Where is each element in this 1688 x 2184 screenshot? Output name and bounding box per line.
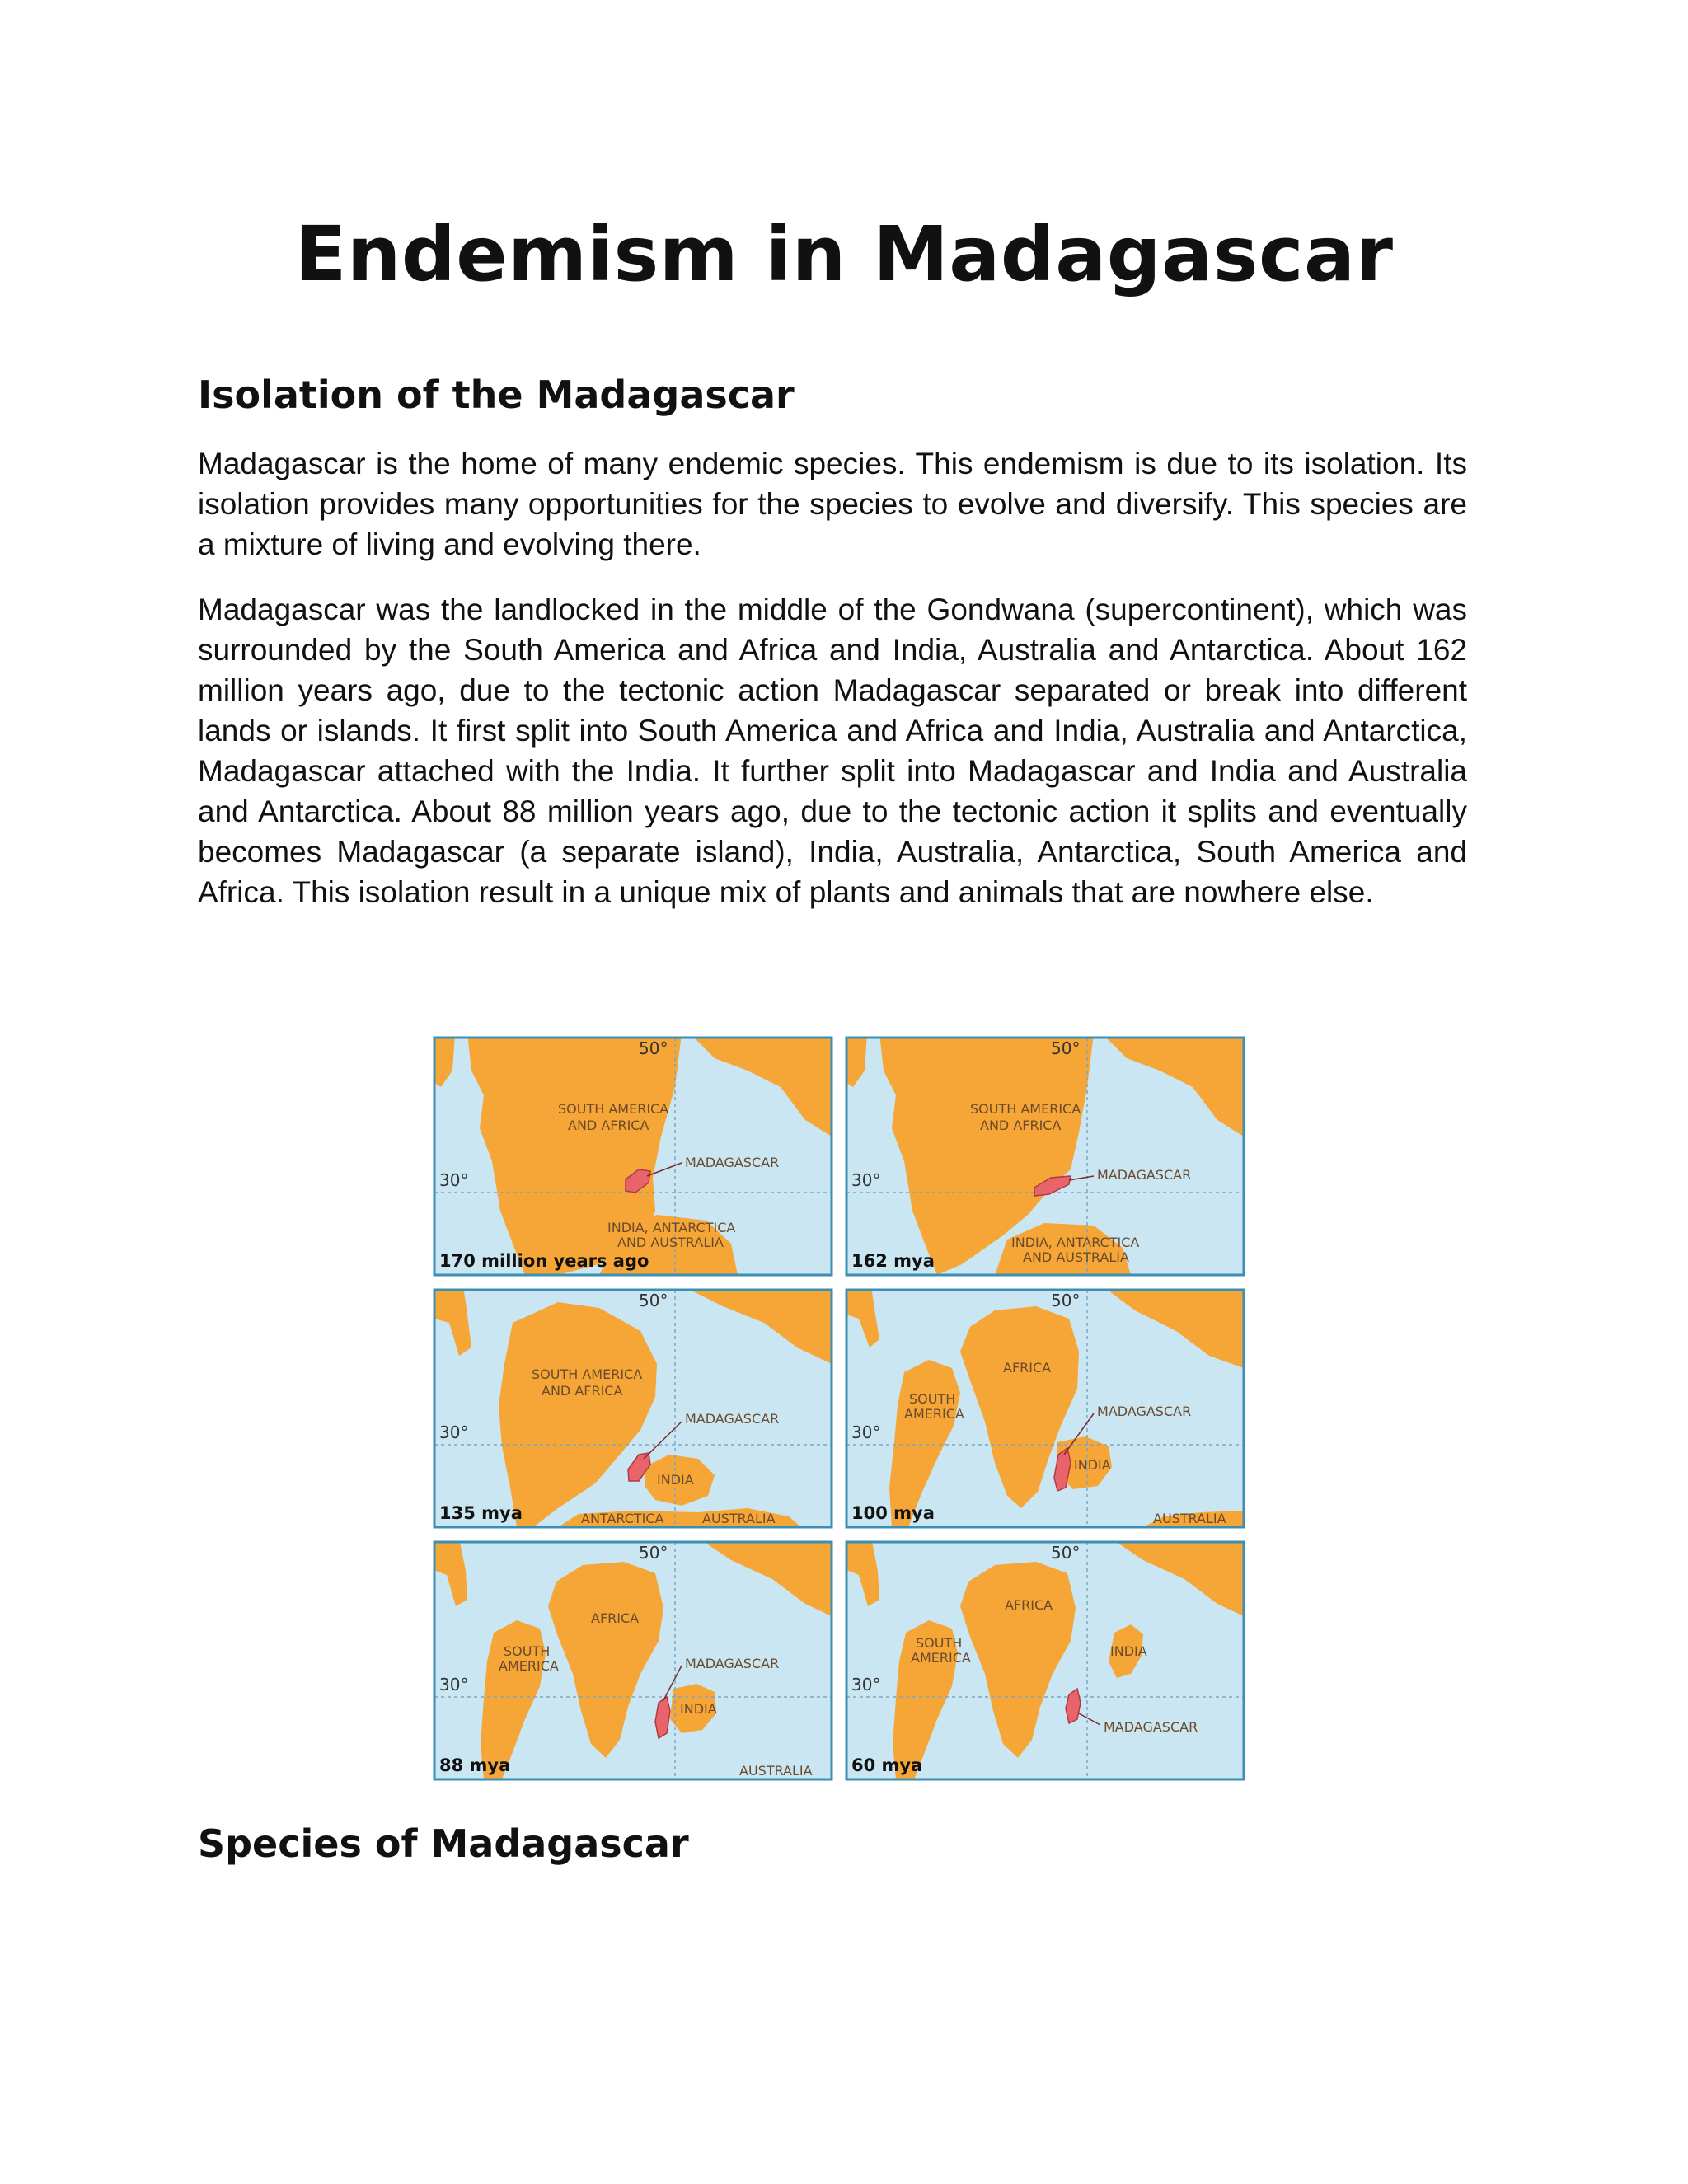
map-label: MADAGASCAR bbox=[1104, 1719, 1198, 1735]
map-label: MADAGASCAR bbox=[1097, 1404, 1192, 1419]
map-label: INDIA bbox=[680, 1701, 717, 1717]
map-label: SOUTH bbox=[909, 1391, 956, 1407]
longitude-label: 50° bbox=[1051, 1543, 1081, 1563]
panel-age-label: 60 mya bbox=[851, 1755, 923, 1775]
panel-age-label: 162 mya bbox=[851, 1251, 935, 1271]
map-label: AFRICA bbox=[1005, 1597, 1053, 1613]
longitude-label: 50° bbox=[639, 1543, 668, 1563]
panel-age-label: 170 million years ago bbox=[439, 1251, 649, 1271]
map-panel-100-mya bbox=[846, 1286, 1244, 1527]
map-panel-162-mya bbox=[846, 1034, 1244, 1275]
latitude-label: 30° bbox=[851, 1675, 881, 1694]
map-label: INDIA bbox=[657, 1472, 694, 1488]
map-label: SOUTH bbox=[504, 1643, 551, 1659]
longitude-label: 50° bbox=[639, 1038, 668, 1058]
map-panel-170-mya bbox=[434, 1034, 832, 1275]
section-heading-isolation: Isolation of the Madagascar bbox=[198, 373, 795, 417]
latitude-label: 30° bbox=[851, 1170, 881, 1190]
map-label: SOUTH AMERICA bbox=[970, 1101, 1081, 1117]
map-label: SOUTH AMERICA bbox=[532, 1366, 643, 1382]
latitude-label: 30° bbox=[439, 1422, 469, 1442]
map-label: AFRICA bbox=[1003, 1360, 1052, 1376]
section-heading-species: Species of Madagascar bbox=[198, 1821, 689, 1866]
map-label: INDIA, ANTARCTICA bbox=[1011, 1235, 1140, 1250]
longitude-label: 50° bbox=[639, 1291, 668, 1310]
panel-age-label: 88 mya bbox=[439, 1755, 511, 1775]
map-label: AND AFRICA bbox=[980, 1118, 1062, 1133]
map-label: INDIA bbox=[1074, 1457, 1111, 1473]
longitude-label: 50° bbox=[1051, 1038, 1081, 1058]
map-label: ANTARCTICA bbox=[581, 1511, 664, 1526]
panel-age-label: 100 mya bbox=[851, 1503, 935, 1523]
map-label: AND AFRICA bbox=[542, 1383, 623, 1399]
map-panel-135-mya bbox=[434, 1286, 832, 1527]
map-label: MADAGASCAR bbox=[685, 1155, 780, 1170]
latitude-label: 30° bbox=[439, 1675, 469, 1694]
page-title: Endemism in Madagascar bbox=[294, 210, 1394, 298]
latitude-label: 30° bbox=[439, 1170, 469, 1190]
map-label: MADAGASCAR bbox=[1097, 1167, 1192, 1183]
map-label: INDIA, ANTARCTICA bbox=[607, 1220, 736, 1235]
map-label: AFRICA bbox=[591, 1610, 640, 1626]
map-label: AMERICA bbox=[904, 1406, 964, 1422]
panel-age-label: 135 mya bbox=[439, 1503, 523, 1523]
map-label: MADAGASCAR bbox=[685, 1411, 780, 1427]
map-label: AND AFRICA bbox=[568, 1118, 649, 1133]
map-label: MADAGASCAR bbox=[685, 1656, 780, 1671]
map-panel-60-mya bbox=[846, 1538, 1244, 1779]
map-label: AUSTRALIA bbox=[739, 1763, 813, 1779]
map-label: AMERICA bbox=[499, 1658, 559, 1674]
longitude-label: 50° bbox=[1051, 1291, 1081, 1310]
map-label: AMERICA bbox=[911, 1650, 971, 1666]
paragraph-gondwana: Madagascar was the landlocked in the middle of the Gondwana (supercontinent), which was surrounded by the South America and Africa and India, Australia and Antarctica. About 162 million years ago, due to the tectonic action Madagascar separated or break into different lands or islands. It first split into South America and Africa and India, Australia and Antarctica, Madagascar attached with the India. It further split into Madagascar and India and Australia and Antarctica. About 88 million years ago, due to the tectonic action it splits and eventually becomes Madagascar (a separate island), India, Australia, Antarctica, South America and Africa. This isolation result in a unique mix of plants and animals that are nowhere else. bbox=[198, 593, 1467, 909]
continental-drift-figure bbox=[431, 1034, 1255, 1791]
map-label: AND AUSTRALIA bbox=[617, 1235, 724, 1250]
map-label: AUSTRALIA bbox=[702, 1511, 776, 1526]
map-label: AND AUSTRALIA bbox=[1023, 1249, 1129, 1265]
map-label: SOUTH AMERICA bbox=[558, 1101, 669, 1117]
map-panel-88-mya bbox=[434, 1538, 832, 1779]
latitude-label: 30° bbox=[851, 1422, 881, 1442]
map-label: SOUTH bbox=[916, 1635, 963, 1651]
paragraph-intro: Madagascar is the home of many endemic species. This endemism is due to its isolation. Its isolation provides many opportunities for the species to evolve and diversify. This species are a mixture of living and evolving there. bbox=[198, 447, 1467, 561]
map-label: INDIA bbox=[1110, 1643, 1147, 1659]
map-label: AUSTRALIA bbox=[1153, 1511, 1226, 1526]
